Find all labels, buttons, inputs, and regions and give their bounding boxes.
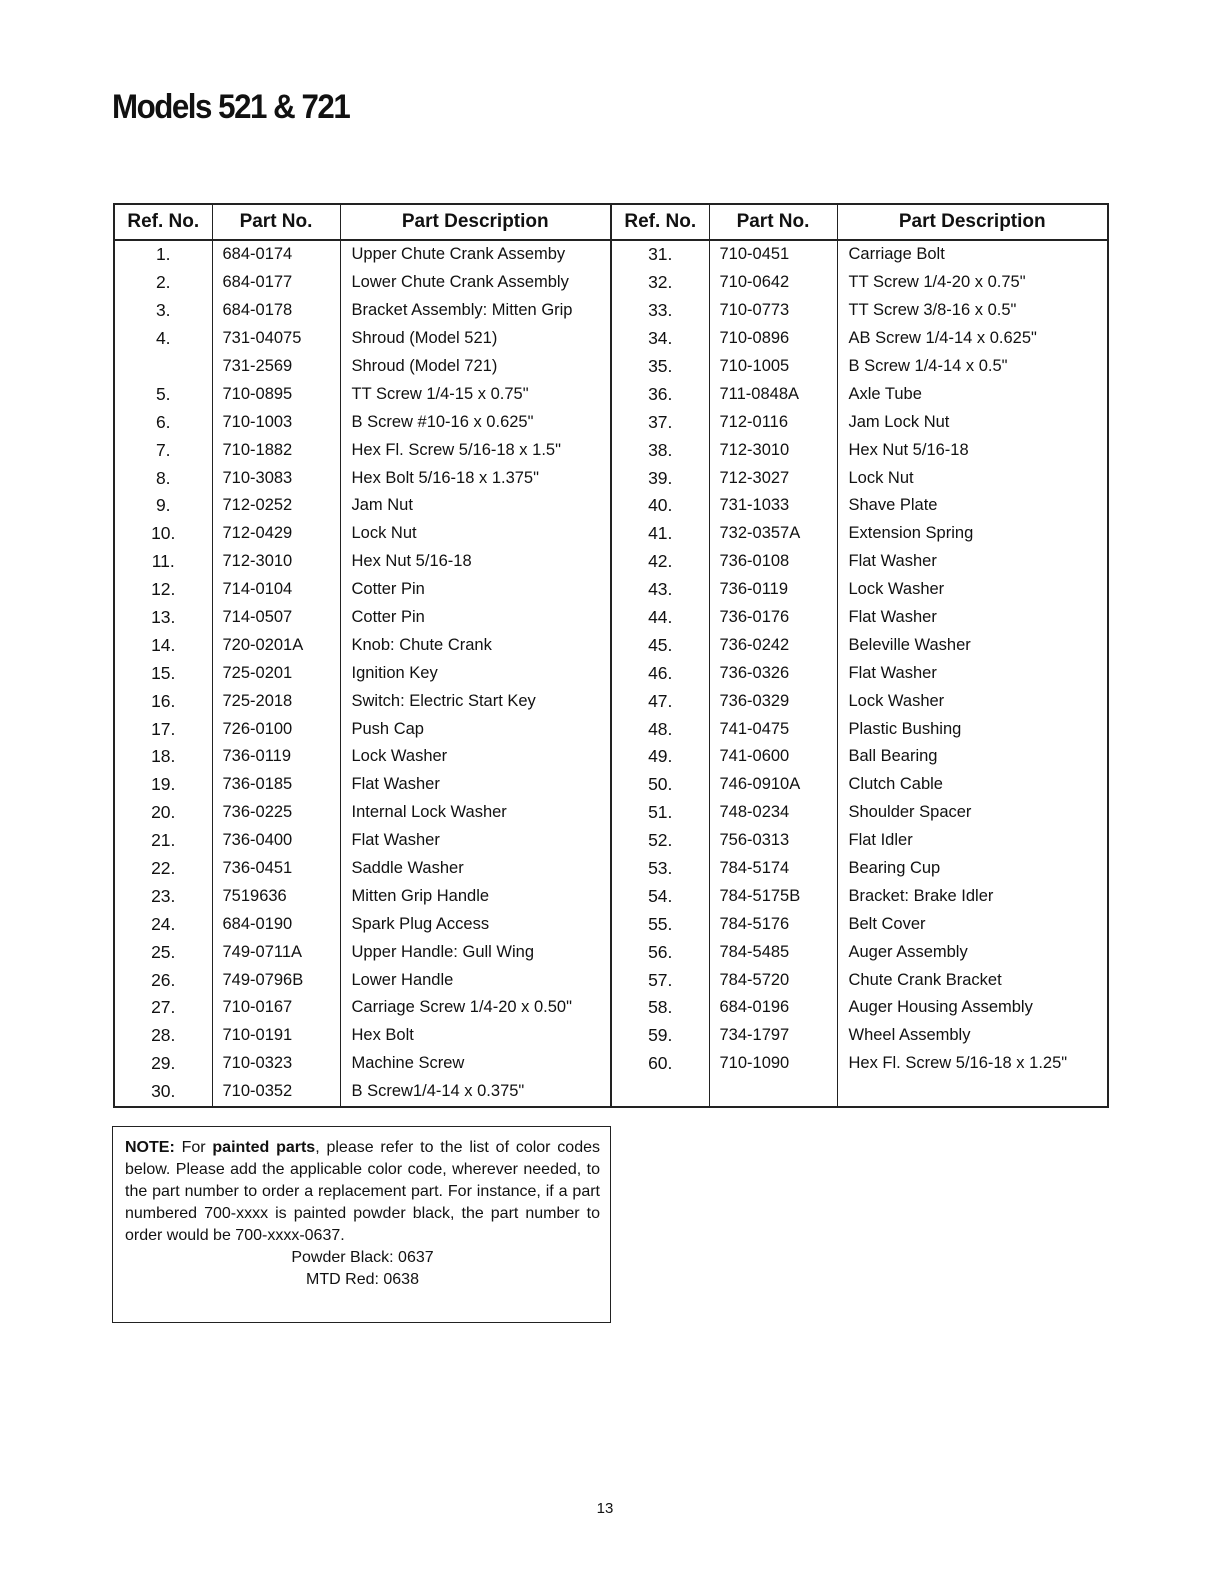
ref-number-cell: 39. — [648, 467, 673, 488]
ref-number-cell: 60. — [648, 1053, 673, 1074]
color-code: Powder Black: 0637 — [291, 1249, 434, 1266]
ref-number-cell: 26. — [151, 969, 176, 990]
part-number-cell: 712-0429 — [212, 520, 340, 548]
part-description-cell: TT Screw 1/4-15 x 0.75" — [340, 380, 611, 408]
part-description-cell: Internal Lock Washer — [340, 799, 611, 827]
note-emphasis: painted parts — [212, 1139, 316, 1156]
part-description-cell: Auger Housing Assembly — [837, 994, 1108, 1022]
part-number-cell: 732-0357A — [709, 520, 837, 548]
ref-number-cell: 22. — [151, 858, 176, 879]
ref-number-cell: 40. — [648, 495, 673, 516]
table-row — [114, 966, 611, 994]
table-row — [611, 492, 1108, 520]
part-number-cell: 731-2569 — [212, 353, 340, 381]
part-number-cell: 710-0323 — [212, 1050, 340, 1078]
part-number-cell: 736-0326 — [709, 659, 837, 687]
ref-number-cell: 53. — [648, 858, 673, 879]
ref-number-cell: 6. — [155, 411, 171, 432]
table-row — [611, 297, 1108, 325]
ref-number-cell: 19. — [151, 774, 176, 795]
part-number-cell: 710-3083 — [212, 464, 340, 492]
part-description-cell: Hex Fl. Screw 5/16-18 x 1.5" — [340, 436, 611, 464]
table-row — [114, 576, 611, 604]
table-row — [114, 269, 611, 297]
ref-number-cell: 45. — [648, 634, 673, 655]
table-row — [114, 715, 611, 743]
note-text — [125, 1137, 600, 1247]
part-description-cell: Chute Crank Bracket — [837, 966, 1108, 994]
part-description-cell: Shroud (Model 721) — [340, 353, 611, 381]
table-row — [611, 548, 1108, 576]
part-no-header: Part No. — [709, 204, 837, 240]
ref-number-cell: 25. — [151, 941, 176, 962]
ref-number-cell — [114, 353, 212, 381]
part-description-cell: Jam Nut — [340, 492, 611, 520]
part-number-cell: 748-0234 — [709, 799, 837, 827]
part-number-cell: 710-0895 — [212, 380, 340, 408]
ref-number-cell: 13. — [151, 607, 176, 628]
part-no-header: Part No. — [212, 204, 340, 240]
part-number-cell: 684-0177 — [212, 269, 340, 297]
part-description-cell: Beleville Washer — [837, 631, 1108, 659]
ref-number-cell: 8. — [155, 467, 171, 488]
table-row — [611, 687, 1108, 715]
table-row — [114, 799, 611, 827]
ref-number-cell: 30. — [151, 1081, 176, 1102]
part-description-cell: Mitten Grip Handle — [340, 882, 611, 910]
note-text-part: For — [174, 1139, 213, 1156]
part-description-cell: Bracket: Brake Idler — [837, 882, 1108, 910]
part-number-cell: 731-1033 — [709, 492, 837, 520]
part-description-cell: Flat Washer — [340, 827, 611, 855]
table-row — [611, 436, 1108, 464]
part-description-cell: Upper Handle: Gull Wing — [340, 938, 611, 966]
ref-number-cell: 16. — [151, 690, 176, 711]
part-number-cell: 710-0352 — [212, 1078, 340, 1107]
part-description-cell: Bearing Cup — [837, 855, 1108, 883]
table-row-empty — [611, 1078, 1108, 1107]
table-row — [611, 910, 1108, 938]
page-title: Models 521 & 721 — [112, 88, 350, 126]
part-number-cell: 712-3010 — [709, 436, 837, 464]
part-description-cell: Push Cap — [340, 715, 611, 743]
part-number-cell: 720-0201A — [212, 631, 340, 659]
part-number-cell: 726-0100 — [212, 715, 340, 743]
part-description-cell: TT Screw 1/4-20 x 0.75" — [837, 269, 1108, 297]
ref-number-cell: 14. — [151, 634, 176, 655]
ref-number-cell: 59. — [648, 1025, 673, 1046]
table-row — [114, 297, 611, 325]
table-row — [611, 464, 1108, 492]
part-description-cell: Hex Nut 5/16-18 — [340, 548, 611, 576]
table-row — [114, 353, 611, 381]
table-row — [114, 687, 611, 715]
table-header-row — [611, 204, 1108, 240]
ref-number-cell: 36. — [648, 383, 673, 404]
ref-number-cell: 50. — [648, 774, 673, 795]
ref-number-cell: 27. — [151, 997, 176, 1018]
ref-number-cell: 54. — [648, 885, 673, 906]
part-number-cell: 736-0176 — [709, 604, 837, 632]
part-number-cell: 736-0119 — [212, 743, 340, 771]
ref-number-cell: 10. — [151, 523, 176, 544]
part-description-cell: Machine Screw — [340, 1050, 611, 1078]
table-row — [114, 855, 611, 883]
ref-number-cell: 3. — [155, 300, 171, 321]
part-number-cell: 712-3010 — [212, 548, 340, 576]
part-description-cell: Upper Chute Crank Assemby — [340, 240, 611, 269]
table-row — [611, 966, 1108, 994]
part-number-cell: 784-5174 — [709, 855, 837, 883]
part-number-cell: 736-0185 — [212, 771, 340, 799]
part-number-cell: 710-0642 — [709, 269, 837, 297]
table-header-row — [114, 204, 611, 240]
ref-number-cell: 15. — [151, 662, 176, 683]
part-number-cell: 710-1882 — [212, 436, 340, 464]
part-number-cell: 684-0178 — [212, 297, 340, 325]
part-number-cell: 712-0116 — [709, 408, 837, 436]
part-number-cell: 7519636 — [212, 882, 340, 910]
table-row — [611, 353, 1108, 381]
ref-number-cell: 57. — [648, 969, 673, 990]
part-number-cell: 712-0252 — [212, 492, 340, 520]
part-number-cell: 746-0910A — [709, 771, 837, 799]
table-row — [611, 408, 1108, 436]
part-number-cell: 749-0796B — [212, 966, 340, 994]
table-row — [114, 380, 611, 408]
ref-number-cell: 2. — [155, 272, 171, 293]
ref-number-cell: 12. — [151, 579, 176, 600]
ref-no-header: Ref. No. — [611, 204, 709, 240]
table-row — [611, 520, 1108, 548]
part-number-cell: 736-0329 — [709, 687, 837, 715]
ref-number-cell: 5. — [155, 383, 171, 404]
part-description-cell: B Screw1/4-14 x 0.375" — [340, 1078, 611, 1107]
ref-number-cell: 58. — [648, 997, 673, 1018]
table-row — [611, 938, 1108, 966]
part-number-cell: 710-1003 — [212, 408, 340, 436]
parts-table-body — [114, 240, 611, 1107]
ref-number-cell: 48. — [648, 718, 673, 739]
part-number-cell: 725-2018 — [212, 687, 340, 715]
ref-number-cell: 43. — [648, 579, 673, 600]
part-description-cell: Cotter Pin — [340, 604, 611, 632]
part-number-cell: 736-0400 — [212, 827, 340, 855]
table-row — [114, 492, 611, 520]
painted-parts-note — [112, 1126, 611, 1323]
part-number-cell: 734-1797 — [709, 1022, 837, 1050]
ref-number-cell: 29. — [151, 1053, 176, 1074]
ref-number-cell: 38. — [648, 439, 673, 460]
part-number-cell: 710-1005 — [709, 353, 837, 381]
ref-number-cell: 18. — [151, 746, 176, 767]
part-description-cell: Clutch Cable — [837, 771, 1108, 799]
ref-number-cell: 52. — [648, 830, 673, 851]
ref-number-cell: 24. — [151, 913, 176, 934]
ref-number-cell: 11. — [151, 551, 175, 572]
part-description-cell: Shroud (Model 521) — [340, 325, 611, 353]
table-row — [114, 325, 611, 353]
part-description-cell: Knob: Chute Crank — [340, 631, 611, 659]
ref-number-cell: 42. — [648, 551, 673, 572]
table-row — [611, 576, 1108, 604]
part-number-cell: 749-0711A — [212, 938, 340, 966]
part-description-cell: Lock Nut — [340, 520, 611, 548]
part-description-cell: Auger Assembly — [837, 938, 1108, 966]
empty-cell — [837, 1078, 1108, 1107]
ref-number-cell: 17. — [151, 718, 176, 739]
ref-no-header: Ref. No. — [114, 204, 212, 240]
table-row — [611, 743, 1108, 771]
color-code: MTD Red: 0638 — [306, 1271, 419, 1288]
ref-number-cell: 7. — [155, 439, 171, 460]
page-number: 13 — [596, 1500, 614, 1517]
part-description-cell: Wheel Assembly — [837, 1022, 1108, 1050]
ref-number-cell: 20. — [151, 802, 176, 823]
parts-table-right — [610, 203, 1109, 1108]
part-number-cell: 741-0600 — [709, 743, 837, 771]
part-description-cell: Saddle Washer — [340, 855, 611, 883]
part-number-cell: 736-0451 — [212, 855, 340, 883]
ref-number-cell: 49. — [648, 746, 673, 767]
table-row — [114, 938, 611, 966]
part-number-cell: 731-04075 — [212, 325, 340, 353]
ref-number-cell: 23. — [151, 885, 176, 906]
table-row — [611, 882, 1108, 910]
table-row — [611, 631, 1108, 659]
part-number-cell: 736-0242 — [709, 631, 837, 659]
ref-number-cell: 34. — [648, 328, 673, 349]
ref-number-cell: 44. — [648, 607, 673, 628]
table-row — [114, 994, 611, 1022]
part-description-cell: Lock Washer — [837, 576, 1108, 604]
part-description-cell: Flat Washer — [837, 548, 1108, 576]
note-label: NOTE: — [125, 1139, 175, 1156]
part-description-cell: Belt Cover — [837, 910, 1108, 938]
table-row — [114, 464, 611, 492]
part-description-cell: Ignition Key — [340, 659, 611, 687]
part-description-cell: Axle Tube — [837, 380, 1108, 408]
part-number-cell: 714-0104 — [212, 576, 340, 604]
ref-number-cell: 21. — [151, 830, 176, 851]
part-number-cell: 710-0167 — [212, 994, 340, 1022]
ref-number-cell: 55. — [648, 913, 673, 934]
part-description-cell: Bracket Assembly: Mitten Grip — [340, 297, 611, 325]
part-number-cell: 710-1090 — [709, 1050, 837, 1078]
part-number-cell: 736-0119 — [709, 576, 837, 604]
part-description-cell: Carriage Screw 1/4-20 x 0.50" — [340, 994, 611, 1022]
part-description-cell: Shoulder Spacer — [837, 799, 1108, 827]
table-row — [114, 1022, 611, 1050]
parts-table-left — [113, 203, 612, 1108]
part-description-cell: Shave Plate — [837, 492, 1108, 520]
ref-number-cell: 46. — [648, 662, 673, 683]
table-row — [611, 240, 1108, 269]
part-description-cell: Hex Bolt — [340, 1022, 611, 1050]
part-number-cell: 736-0225 — [212, 799, 340, 827]
table-row — [611, 1022, 1108, 1050]
ref-number-cell: 56. — [648, 941, 673, 962]
part-number-cell: 684-0196 — [709, 994, 837, 1022]
table-row — [114, 743, 611, 771]
ref-number-cell: 32. — [648, 272, 673, 293]
part-description-cell: Flat Washer — [837, 604, 1108, 632]
part-number-cell: 784-5176 — [709, 910, 837, 938]
ref-number-cell: 37. — [648, 411, 673, 432]
table-row — [114, 520, 611, 548]
part-description-cell: Hex Bolt 5/16-18 x 1.375" — [340, 464, 611, 492]
table-row — [611, 325, 1108, 353]
ref-number-cell: 9. — [155, 495, 171, 516]
part-description-cell: Lower Handle — [340, 966, 611, 994]
ref-number-cell: 28. — [151, 1025, 176, 1046]
part-number-cell: 711-0848A — [709, 380, 837, 408]
table-row — [114, 659, 611, 687]
table-row — [611, 855, 1108, 883]
part-number-cell: 725-0201 — [212, 659, 340, 687]
table-row — [611, 799, 1108, 827]
table-row — [611, 994, 1108, 1022]
part-number-cell: 710-0451 — [709, 240, 837, 269]
part-number-cell: 741-0475 — [709, 715, 837, 743]
ref-number-cell: 1. — [155, 244, 171, 265]
part-description-cell: Flat Washer — [837, 659, 1108, 687]
table-row — [114, 408, 611, 436]
part-description-cell: Lower Chute Crank Assembly — [340, 269, 611, 297]
part-description-cell: B Screw 1/4-14 x 0.5" — [837, 353, 1108, 381]
part-description-cell: Lock Nut — [837, 464, 1108, 492]
table-row — [114, 910, 611, 938]
part-description-cell: Flat Washer — [340, 771, 611, 799]
part-description-header: Part Description — [340, 204, 611, 240]
part-description-cell: Hex Nut 5/16-18 — [837, 436, 1108, 464]
part-number-cell: 684-0190 — [212, 910, 340, 938]
table-row — [114, 604, 611, 632]
part-number-cell: 684-0174 — [212, 240, 340, 269]
table-row — [114, 771, 611, 799]
table-row — [114, 240, 611, 269]
ref-number-cell: 51. — [648, 802, 673, 823]
table-row — [611, 269, 1108, 297]
part-number-cell: 710-0773 — [709, 297, 837, 325]
ref-number-cell: 33. — [648, 300, 673, 321]
ref-number-cell: 4. — [155, 328, 171, 349]
part-description-cell: Carriage Bolt — [837, 240, 1108, 269]
table-row — [611, 1050, 1108, 1078]
part-description-cell: Lock Washer — [837, 687, 1108, 715]
part-number-cell: 784-5485 — [709, 938, 837, 966]
part-number-cell: 710-0896 — [709, 325, 837, 353]
table-row — [114, 882, 611, 910]
empty-cell — [611, 1078, 709, 1107]
ref-number-cell: 31. — [648, 244, 673, 265]
empty-cell — [709, 1078, 837, 1107]
ref-number-cell: 41. — [648, 523, 673, 544]
parts-table-body — [611, 240, 1108, 1107]
part-description-cell: Lock Washer — [340, 743, 611, 771]
table-row — [611, 604, 1108, 632]
table-row — [114, 1050, 611, 1078]
part-description-cell: TT Screw 3/8-16 x 0.5" — [837, 297, 1108, 325]
part-number-cell: 784-5720 — [709, 966, 837, 994]
part-description-cell: B Screw #10-16 x 0.625" — [340, 408, 611, 436]
table-row — [114, 548, 611, 576]
part-description-cell: Switch: Electric Start Key — [340, 687, 611, 715]
part-description-cell: Ball Bearing — [837, 743, 1108, 771]
part-description-cell: Spark Plug Access — [340, 910, 611, 938]
part-number-cell: 710-0191 — [212, 1022, 340, 1050]
part-number-cell: 756-0313 — [709, 827, 837, 855]
table-row — [114, 436, 611, 464]
part-number-cell: 712-3027 — [709, 464, 837, 492]
part-description-cell: Plastic Bushing — [837, 715, 1108, 743]
part-number-cell: 736-0108 — [709, 548, 837, 576]
part-description-cell: Cotter Pin — [340, 576, 611, 604]
table-row — [611, 380, 1108, 408]
part-number-cell: 714-0507 — [212, 604, 340, 632]
part-description-cell: AB Screw 1/4-14 x 0.625" — [837, 325, 1108, 353]
table-row — [611, 715, 1108, 743]
ref-number-cell: 35. — [648, 356, 673, 376]
part-description-cell: Flat Idler — [837, 827, 1108, 855]
ref-number-cell: 47. — [648, 690, 673, 711]
part-number-cell: 784-5175B — [709, 882, 837, 910]
part-description-cell: Hex Fl. Screw 5/16-18 x 1.25" — [837, 1050, 1108, 1078]
table-row — [611, 827, 1108, 855]
part-description-cell: Extension Spring — [837, 520, 1108, 548]
table-row — [611, 659, 1108, 687]
part-description-cell: Jam Lock Nut — [837, 408, 1108, 436]
table-row — [114, 631, 611, 659]
table-row — [114, 1078, 611, 1107]
table-row — [611, 771, 1108, 799]
note-text-part: , please refer to the list of color codes below. Please add the applicable color code, wherever needed, to the part number to order a replacement part. For instance, if a part numbered 700-xxxx is painted powder black, the part number to order would be 700-xxxx-0637. — [125, 1139, 600, 1244]
table-row — [114, 827, 611, 855]
part-description-header: Part Description — [837, 204, 1108, 240]
